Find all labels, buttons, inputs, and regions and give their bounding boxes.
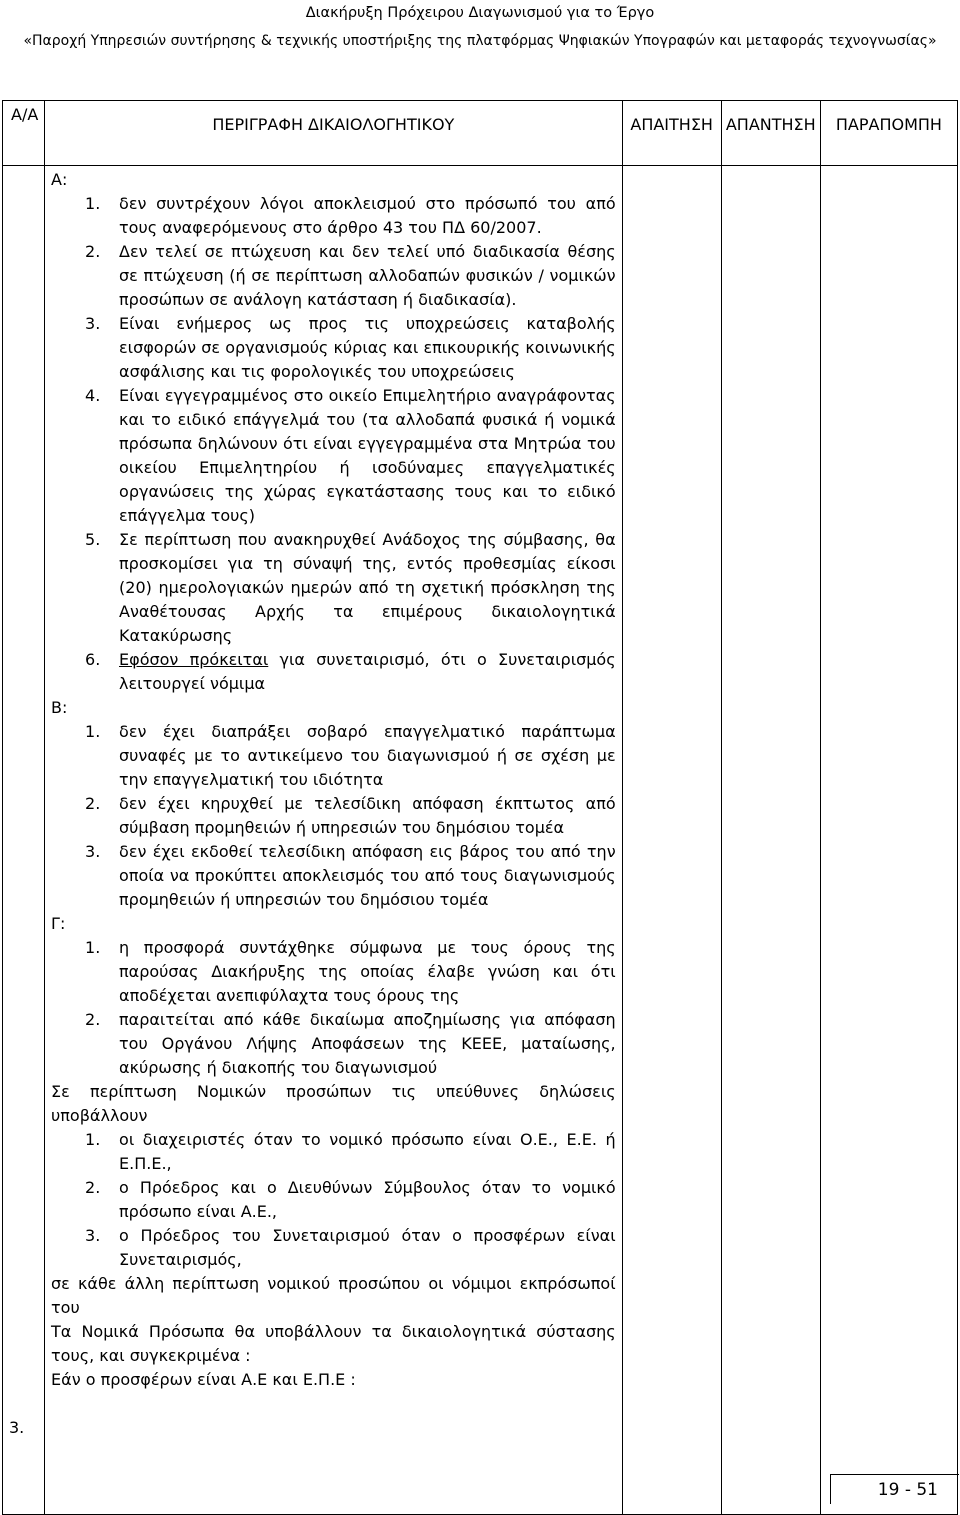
item-number: 3. xyxy=(85,314,101,333)
item-text: η προσφορά συντάχθηκε σύμφωνα με τους όρους της παρούσας Διακήρυξης της οποίας έλαβε γνώση και ότι αποδέχεται ανεπιφύλαχτα τους όρους της xyxy=(119,938,616,1005)
requirements-table xyxy=(2,100,958,1515)
item-text: παραιτείται από κάθε δικαίωμα αποζημίωσης για απόφαση του Οργάνου Λήψης Αποφάσεων της ΚΕΕΕ, ματαίωσης, ακύρωσης ή διακοπής του διαγωνισμού xyxy=(119,1010,616,1077)
item-number: 1. xyxy=(85,722,101,741)
list-item xyxy=(51,312,616,384)
list-item xyxy=(51,720,616,792)
reference-cell xyxy=(820,166,957,1515)
list-item xyxy=(51,1176,616,1224)
list-item xyxy=(51,1128,616,1176)
section-a xyxy=(51,168,616,696)
row-number: 3. xyxy=(9,1418,25,1437)
row-number-cell xyxy=(3,166,45,1515)
list-item xyxy=(51,528,616,648)
document-title: Διακήρυξη Πρόχειρου Διαγωνισμού για το Έργο xyxy=(305,5,655,21)
row3-text: Τα Νομικά Πρόσωπα θα υποβάλλουν τα δικαιολογητικά σύστασης τους, και συγκεκριμένα : xyxy=(51,1322,616,1365)
column-header-aa: Α/Α xyxy=(3,101,45,166)
item-text: ο Πρόεδρος του Συνεταιρισμού όταν ο προσφέρων είναι Συνεταιρισμός, xyxy=(119,1226,616,1269)
section-b-label: Β: xyxy=(51,698,68,717)
answer-cell xyxy=(721,166,820,1515)
item-text: Δεν τελεί σε πτώχευση και δεν τελεί υπό διαδικασία θέσης σε πτώχευση (ή σε περίπτωση αλλοδαπών φυσικών / νομικών προσώπων σε ανάλογη κατάσταση ή διαδικασία). xyxy=(119,242,616,309)
item-text: οι διαχειριστές όταν το νομικό πρόσωπο είναι Ο.Ε., Ε.Ε. ή Ε.Π.Ε., xyxy=(119,1130,616,1173)
item-number: 5. xyxy=(85,530,101,549)
list-item xyxy=(51,1224,616,1272)
item-text: δεν έχει εκδοθεί τελεσίδικη απόφαση εις βάρος του από την οποία να προκύπτει αποκλεισμός του από τους διαγωνισμούς προμηθειών ή υπηρεσιών του δημόσιου τομέα xyxy=(119,842,616,909)
item-text: ο Πρόεδρος και ο Διευθύνων Σύμβουλος όταν το νομικό πρόσωπο είναι Α.Ε., xyxy=(119,1178,616,1221)
item-text: δεν έχει διαπράξει σοβαρό επαγγελματικό παράπτωμα συναφές με το αντικείμενο του διαγωνισμού ή σε σχέση με την επαγγελματική του ιδιότητα xyxy=(119,722,616,789)
section-b xyxy=(51,696,616,912)
item-number: 6. xyxy=(85,650,101,669)
list-item xyxy=(51,936,616,1008)
item-number: 2. xyxy=(85,1178,101,1197)
requirement-cell xyxy=(622,166,721,1515)
item-text: Είναι εγγεγραμμένος στο οικείο Επιμελητήριο αναγράφοντας και το ειδικό επάγγελμά του (τα αλλοδαπά φυσικά ή νομικά πρόσωπα δηλώνουν ότι είναι εγγεγραμμένα στα Μητρώα του οικείου Επιμελητηρίου ή ισοδύναμες επαγγελματικές οργανώσεις της χώρας εγκατάστασης τους και το ειδικό επάγγελμα τους) xyxy=(119,386,616,525)
item-text: Είναι ενήμερος ως προς τις υποχρεώσεις καταβολής εισφορών σε οργανισμούς κύριας και επικουρικής κοινωνικής ασφάλισης και τις φορολογικές του υποχρεώσεις xyxy=(119,314,616,381)
section-c xyxy=(51,912,616,1080)
list-item xyxy=(51,384,616,528)
column-header-answer: ΑΠΑΝΤΗΣΗ xyxy=(721,101,820,166)
item-text: δεν συντρέχουν λόγοι αποκλεισμού στο πρόσωπό του από τους αναφερόμενους στο άρθρο 43 του ΠΔ 60/2007. xyxy=(119,194,616,237)
list-item xyxy=(51,792,616,840)
item-number: 1. xyxy=(85,1130,101,1149)
item-number: 2. xyxy=(85,242,101,261)
list-item xyxy=(51,840,616,912)
item-text: δεν έχει κηρυχθεί με τελεσίδικη απόφαση έκπτωτος από σύμβαση προμηθειών ή υπηρεσιών του δημόσιου τομέα xyxy=(119,794,616,837)
legal-other-case: σε κάθε άλλη περίπτωση νομικού προσώπου οι νόμιμοι εκπρόσωποί του xyxy=(51,1274,616,1317)
item-number: 2. xyxy=(85,1010,101,1029)
list-item xyxy=(51,648,616,696)
legal-entities-intro: Σε περίπτωση Νομικών προσώπων τις υπεύθυνες δηλώσεις υποβάλλουν xyxy=(51,1082,616,1125)
column-header-reference: ΠΑΡΑΠΟΜΠΗ xyxy=(820,101,957,166)
page-number: 19 - 51 xyxy=(877,1480,938,1500)
item-text: Σε περίπτωση που ανακηρυχθεί Ανάδοχος της σύμβασης, θα προσκομίσει για τη σύναψή της, εντός προθεσμίας είκοσι (20) ημερολογιακών ημερών από τη σχετική πρόσκληση της Αναθέτουσας Αρχής τα επιμέρους δικαιολογητικά Κατακύρωσης xyxy=(119,530,616,645)
section-a-label: Α: xyxy=(51,170,68,189)
row3-subtext: Εάν ο προσφέρων είναι Α.Ε και Ε.Π.Ε : xyxy=(51,1370,356,1389)
item-number: 1. xyxy=(85,194,101,213)
list-item xyxy=(51,240,616,312)
column-header-requirement: ΑΠΑΙΤΗΣΗ xyxy=(622,101,721,166)
item-number: 3. xyxy=(85,842,101,861)
list-item xyxy=(51,1008,616,1080)
item-number: 1. xyxy=(85,938,101,957)
column-header-description: ΠΕΡΙΓΡΑΦΗ ΔΙΚΑΙΟΛΟΓΗΤΙΚΟΥ xyxy=(45,101,623,166)
item-number: 4. xyxy=(85,386,101,405)
item-number: 3. xyxy=(85,1226,101,1245)
document-subtitle: «Παροχή Υπηρεσιών συντήρησης & τεχνικής υποστήριξης της πλατφόρμας Ψηφιακών Υπογραφών και μεταφοράς τεχνογνωσίας» xyxy=(23,33,937,49)
item-text xyxy=(119,648,616,696)
item-number: 2. xyxy=(85,794,101,813)
description-cell xyxy=(45,166,623,1515)
list-item xyxy=(51,192,616,240)
item-text-rest: για συνεταιρισμό, ότι ο Συνεταιρισμός λειτουργεί νόμιμα xyxy=(119,650,616,693)
section-c-label: Γ: xyxy=(51,914,66,933)
underlined-phrase: Εφόσον πρόκειται xyxy=(119,650,269,669)
